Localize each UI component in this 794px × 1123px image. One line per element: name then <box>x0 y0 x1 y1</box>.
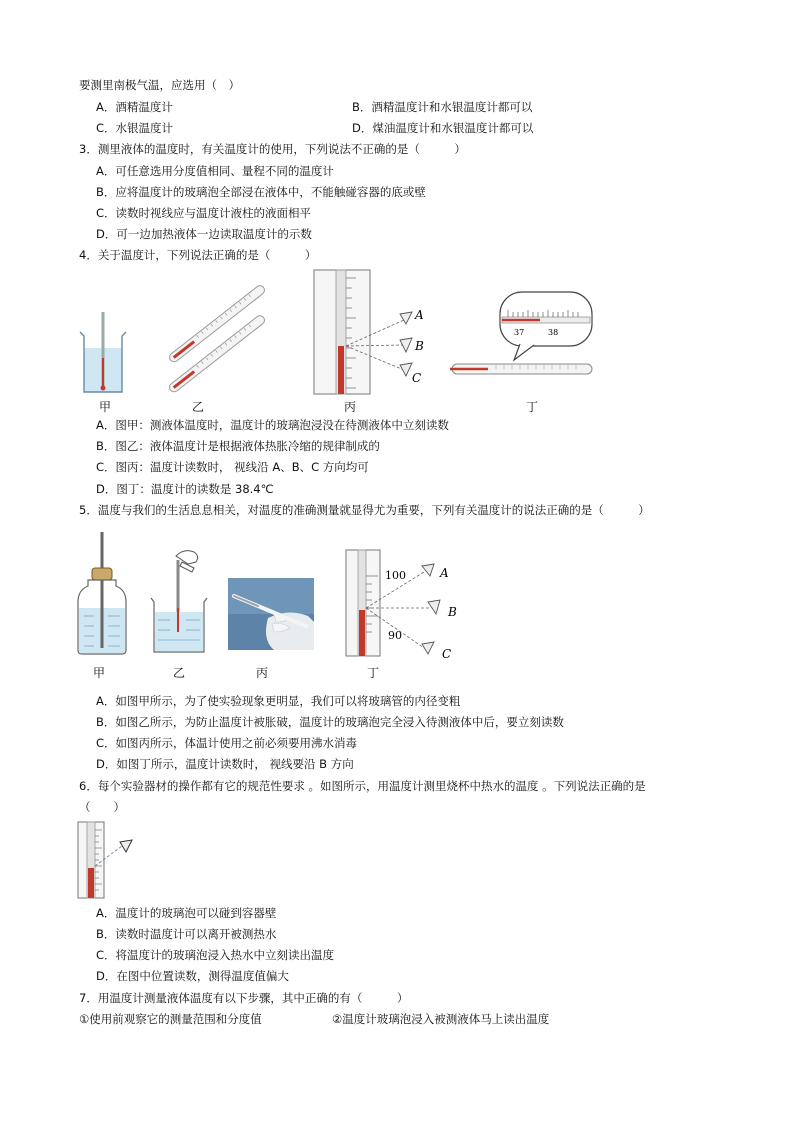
q4-caption-yi: 乙 <box>192 400 205 414</box>
q5-scale-90: 90 <box>388 629 402 642</box>
q4-caption-bing: 丙 <box>344 400 357 414</box>
q2-stem: 要测里南极气温，应选用（ ） <box>79 78 240 92</box>
q7-stem: 7．用温度计测量液体温度有以下步骤，其中正确的有（ ） <box>79 991 409 1005</box>
q5-point-a: A <box>440 566 449 580</box>
q5-fig-jia-bottle <box>76 530 128 656</box>
q3-option-b: B．应将温度计的玻璃泡全部浸在液体中，不能触碰容器的底或壁 <box>96 185 426 199</box>
q6-option-a: A．温度计的玻璃泡可以碰到容器壁 <box>96 906 277 920</box>
q6-stem: 6．每个实验器材的操作都有它的规范性要求 。如图所示，用温度计测里烧杯中热水的温度 。下列说法正确的是 <box>79 779 646 793</box>
q4-fig-bing-reading <box>312 268 432 396</box>
q4-option-a: A．图甲：测液体温度时，温度计的玻璃泡浸没在待测液体中立刻读数 <box>96 418 449 432</box>
q5-point-c: C <box>442 647 452 661</box>
q2-option-b: B．酒精温度计和水银温度计都可以 <box>352 100 533 114</box>
q5-point-b: B <box>448 605 457 619</box>
q4-point-c: C <box>412 371 422 385</box>
q5-option-d: D．如图丁所示，温度计读数时， 视线要沿 B 方向 <box>96 757 354 771</box>
q4-fig-ding-clinical <box>448 290 596 382</box>
q5-caption-jia: 甲 <box>93 666 106 680</box>
q5-caption-ding: 丁 <box>367 666 380 680</box>
q5-fig-yi-beaker <box>148 548 212 656</box>
q4-option-c: C．图丙：温度计读数时， 视线沿 A、B、C 方向均可 <box>96 460 369 474</box>
q4-point-b: B <box>415 339 424 353</box>
q3-option-c: C．读数时视线应与温度计液柱的液面相平 <box>96 206 312 220</box>
q4-scale-37: 37 <box>514 328 525 337</box>
q2-option-d: D．煤油温度计和水银温度计都可以 <box>352 121 534 135</box>
q7-step-1: ①使用前观察它的测量范围和分度值 <box>79 1012 262 1026</box>
q5-caption-yi: 乙 <box>173 666 186 680</box>
q4-option-d: D．图丁：温度计的读数是 38.4℃ <box>96 482 274 496</box>
q2-option-a: A．酒精温度计 <box>96 100 173 114</box>
q5-scale-100: 100 <box>385 569 406 582</box>
q6-option-b: B．读数时温度计可以离开被测热水 <box>96 927 277 941</box>
q4-scale-38: 38 <box>548 328 559 337</box>
q4-point-a: A <box>415 308 424 322</box>
q4-option-b: B．图乙：液体温度计是根据液体热胀冷缩的规律制成的 <box>96 439 380 453</box>
q3-option-d: D．可一边加热液体一边读取温度计的示数 <box>96 227 312 241</box>
q2-option-c: C．水银温度计 <box>96 121 174 135</box>
q5-option-a: A．如图甲所示，为了使实验现象更明显，我们可以将玻璃管的内径变粗 <box>96 694 461 708</box>
q4-fig-jia-beaker <box>76 308 132 396</box>
q4-caption-jia: 甲 <box>99 400 112 414</box>
q7-step-2: ②温度计玻璃泡浸入被测液体马上读出温度 <box>332 1012 550 1026</box>
q6-fig-thermometer <box>76 820 136 900</box>
q4-caption-ding: 丁 <box>526 400 539 414</box>
q4-fig-yi-thermometers <box>150 288 280 392</box>
q6-option-c: C．将温度计的玻璃泡浸入热水中立刻读出温度 <box>96 948 335 962</box>
q6-option-d: D．在图中位置读数，测得温度值偏大 <box>96 969 289 983</box>
q3-option-a: A．可任意选用分度值相同、量程不同的温度计 <box>96 164 334 178</box>
q3-stem: 3．测里液体的温度时，有关温度计的使用，下列说法不正确的是（ ） <box>79 142 466 156</box>
q5-caption-bing: 丙 <box>256 666 269 680</box>
q5-fig-ding-reading <box>344 548 462 662</box>
q5-stem: 5．温度与我们的生活息息相关，对温度的准确测量就显得尤为重要，下列有关温度计的说法正确的是（ ） <box>79 503 650 517</box>
q5-fig-bing-photo <box>228 578 314 650</box>
q5-option-c: C．如图丙所示，体温计使用之前必须要用沸水消毒 <box>96 736 358 750</box>
q5-option-b: B．如图乙所示，为防止温度计被胀破，温度计的玻璃泡完全浸入待测液体中后，要立刻读数 <box>96 715 564 729</box>
q6-stem-paren: （ ） <box>79 800 125 814</box>
q4-stem: 4．关于温度计，下列说法正确的是（ ） <box>79 248 317 262</box>
